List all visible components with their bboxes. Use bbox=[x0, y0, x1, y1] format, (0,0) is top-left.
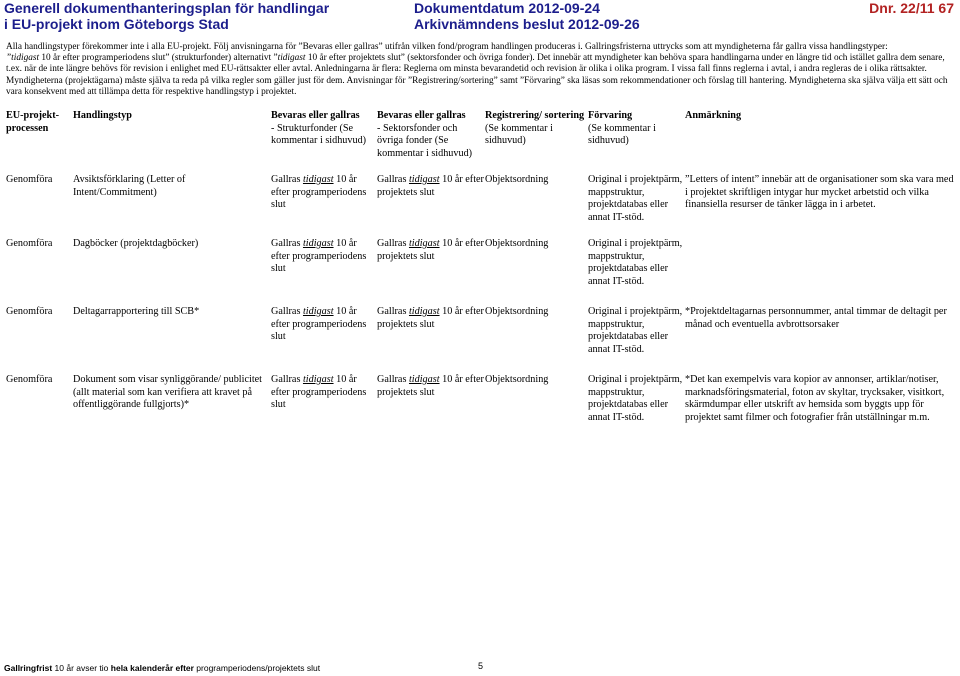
footer-note bbox=[4, 663, 320, 673]
table-row bbox=[6, 374, 955, 424]
document-type-cell: Dagböcker (projektdagböcker) bbox=[73, 238, 199, 249]
column-header bbox=[685, 110, 955, 160]
header-title: Generell dokumenthanteringsplan för handlingar bbox=[4, 0, 330, 16]
footer-bold: hela kalenderår efter bbox=[110, 663, 194, 673]
process-cell: Genomföra bbox=[6, 374, 53, 385]
column-header-title: Handlingstyp bbox=[73, 110, 132, 121]
column-header bbox=[485, 110, 588, 160]
intro-text-span: 10 år efter programperiodens slut” (strukturfonder) alternativt ” bbox=[39, 53, 278, 64]
column-header-note: (Se kommentar i sidhuvud) bbox=[588, 122, 656, 146]
column-header-title: Registrering/ sortering bbox=[485, 110, 585, 121]
column-header-title: Förvaring bbox=[588, 110, 633, 121]
registration-cell: Objektsordning bbox=[485, 374, 549, 385]
process-cell: Genomföra bbox=[6, 238, 53, 249]
footer-bold: Gallringfrist bbox=[4, 663, 53, 673]
reference-number: Dnr. 22/11 67 bbox=[869, 0, 954, 16]
intro-emphasis: ”tidigast bbox=[6, 53, 40, 64]
structural-fund-cell: Gallras tidigast 10 år efter programperiodens slut bbox=[271, 374, 367, 410]
storage-cell: Original i projektpärm, mappstruktur, projektdatabas eller annat IT-stöd. bbox=[588, 374, 683, 423]
column-header bbox=[588, 110, 685, 160]
registration-cell: Objektsordning bbox=[485, 306, 549, 317]
sector-fund-cell: Gallras tidigast 10 år efter projektets slut bbox=[377, 174, 484, 198]
remark-cell bbox=[685, 238, 955, 300]
remark-cell: *Det kan exempelvis vara kopior av annonser, artiklar/notiser, marknadsföringsmaterial, foton av skyltar, trycksaker, visitkort, skärmdumpar eller utskrift av hemsida som byggts upp för projektet samt filmer och fotografier från utställningar m.m. bbox=[685, 374, 945, 423]
intro-text-span: 10 år efter projektets slut” (sektorsfonder och övriga fonder). Det innebär att myndigheter kan behöva spara handlingarna under en längre tid och istället gallra dem senare, t.ex. när de inte längre behövs för revision i enlighet med EU-rättsakter eller avtal. Anledningarna är flera: Reglerna om minsta bevarandetid och revision är olika i olika program. I vissa fall finns reglerna i avtal, i andra regleras de i olika rättsakter. Myndigheterna (projektägarna) måste själva ta reda på vilka regler som gäller just för dem. Anvisningar för ”Registrering/sortering” samt ”Förvaring” ska läsas som rekommendationer och förslag till hantering. Myndigheterna ska själva välja ett sätt och vara konsekvent med att tillämpa detta för respektive handlingstyp i projektet. bbox=[6, 53, 948, 97]
column-header-note: (Se kommentar i sidhuvud) bbox=[485, 122, 553, 146]
table-row bbox=[6, 306, 955, 368]
column-header-title: Bevaras eller gallras bbox=[271, 110, 360, 121]
column-header-title: Bevaras eller gallras bbox=[377, 110, 466, 121]
column-header-title: Anmärkning bbox=[685, 110, 742, 121]
table-header-row bbox=[6, 110, 955, 160]
structural-fund-cell: Gallras tidigast 10 år efter programperiodens slut bbox=[271, 174, 367, 210]
column-header-note: - Sektorsfonder och övriga fonder (Se kommentar i sidhuvud) bbox=[377, 122, 473, 159]
document-date: Dokumentdatum 2012-09-24 bbox=[414, 0, 600, 16]
storage-cell: Original i projektpärm, mappstruktur, projektdatabas eller annat IT-stöd. bbox=[588, 238, 683, 287]
page-number: 5 bbox=[478, 661, 484, 671]
sector-fund-cell: Gallras tidigast 10 år efter projektets slut bbox=[377, 374, 484, 398]
column-header-title: EU-projekt-processen bbox=[6, 110, 60, 134]
intro-paragraph-1: Alla handlingstyper förekommer inte i alla EU-projekt. Följ anvisningarna för ”Bevaras eller gallras” utifrån vilken fond/program handlingen produceras i. Gallringsfristerna uttrycks som att myndigheterna får gallra vissa handlingstyper: bbox=[6, 42, 888, 52]
column-header bbox=[6, 110, 73, 160]
intro-text bbox=[6, 42, 956, 98]
intro-paragraph-2 bbox=[6, 53, 956, 98]
page-header bbox=[0, 0, 960, 32]
process-cell: Genomföra bbox=[6, 306, 53, 317]
table-row bbox=[6, 174, 955, 232]
sector-fund-cell: Gallras tidigast 10 år efter projektets slut bbox=[377, 238, 484, 262]
registration-cell: Objektsordning bbox=[485, 174, 549, 185]
structural-fund-cell: Gallras tidigast 10 år efter programperiodens slut bbox=[271, 238, 367, 274]
column-header bbox=[271, 110, 377, 160]
storage-cell: Original i projektpärm, mappstruktur, projektdatabas eller annat IT-stöd. bbox=[588, 174, 683, 223]
registration-cell: Objektsordning bbox=[485, 238, 549, 249]
column-header-note: - Strukturfonder (Se kommentar i sidhuvud) bbox=[271, 122, 367, 146]
remark-cell: *Projektdeltagarnas personnummer, antal timmar de deltagit per månad och eventuella avbrottsorsaker bbox=[685, 306, 947, 330]
footer-text: programperiodens/projektets slut bbox=[193, 663, 321, 673]
document-plan-table bbox=[6, 110, 955, 424]
intro-emphasis: tidigast bbox=[277, 53, 306, 64]
header-subtitle: i EU-projekt inom Göteborgs Stad bbox=[4, 16, 229, 32]
document-type-cell: Deltagarrapportering till SCB* bbox=[73, 306, 200, 317]
table-row bbox=[6, 238, 955, 300]
process-cell: Genomföra bbox=[6, 174, 53, 185]
document-type-cell: Avsiktsförklaring (Letter of Intent/Commitment) bbox=[73, 174, 186, 198]
sector-fund-cell: Gallras tidigast 10 år efter projektets slut bbox=[377, 306, 484, 330]
structural-fund-cell: Gallras tidigast 10 år efter programperiodens slut bbox=[271, 306, 367, 342]
decision-date: Arkivnämndens beslut 2012-09-26 bbox=[414, 16, 640, 32]
remark-cell: ”Letters of intent” innebär att de organisationer som ska vara med i projektet skriftligen intygar hur mycket arbetstid och vilka finansiella resurser de tänker lägga in i arbetet. bbox=[685, 174, 954, 210]
column-header bbox=[73, 110, 271, 160]
footer-text: 10 år avser tio bbox=[52, 663, 111, 673]
column-header bbox=[377, 110, 485, 160]
storage-cell: Original i projektpärm, mappstruktur, projektdatabas eller annat IT-stöd. bbox=[588, 306, 683, 355]
document-type-cell: Dokument som visar synliggörande/ publicitet (allt material som kan verifiera att kravet på offentliggörande fullgjorts)* bbox=[73, 374, 263, 410]
